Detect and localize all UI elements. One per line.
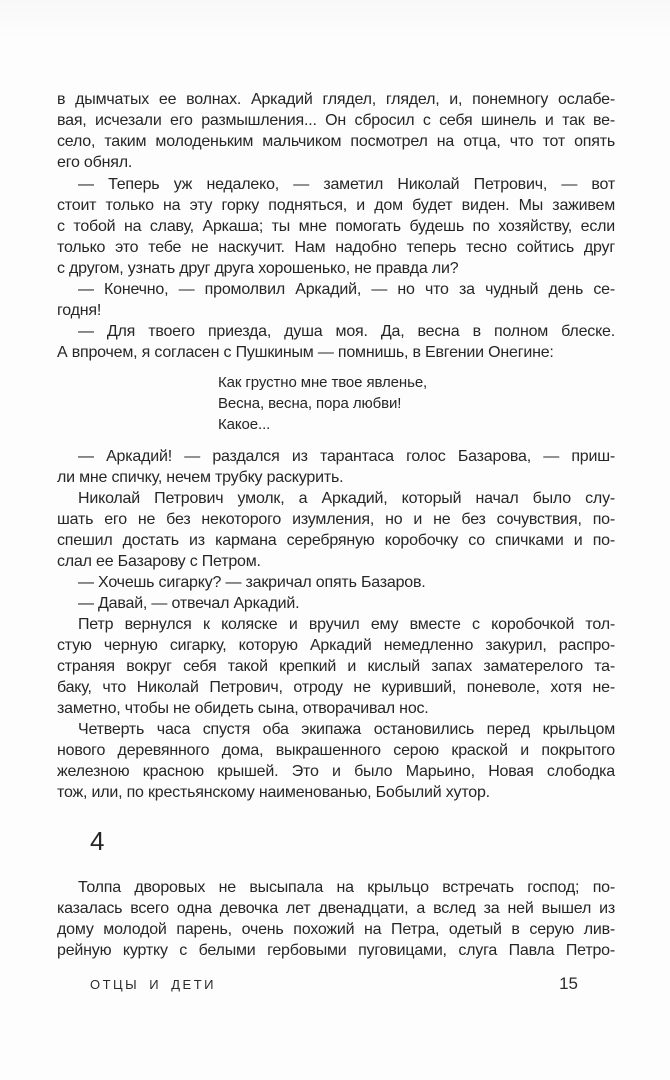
paragraph bbox=[57, 446, 615, 488]
text-line: — Для твоего приезда, душа моя. Да, весна в полном блеске. bbox=[78, 323, 615, 340]
text-line: спешил достать из кармана серебряную коробочку со спичками и по- bbox=[57, 532, 615, 549]
text-line: годня! bbox=[57, 302, 102, 319]
page-number: 15 bbox=[559, 974, 578, 993]
text-line: село, таким молоденьким мальчиком посмотрел на отца, что тот опять bbox=[57, 133, 615, 150]
text-line: — Давай, — отвечал Аркадий. bbox=[78, 595, 300, 612]
text-line: рейную куртку с белыми гербовыми пуговицами, слуга Павла Петро- bbox=[57, 942, 615, 959]
text-line: Толпа дворовых не высыпала на крыльцо встречать господ; по- bbox=[78, 879, 615, 896]
text-line: Какое... bbox=[218, 416, 271, 433]
text-line: вая, исчезали его размышления... Он сбросил с себя шинель и так ве- bbox=[57, 112, 615, 129]
text-line: заметно, чтобы не обидеть сына, отворачивал нос. bbox=[57, 700, 429, 717]
text-line: казалась всего одна девочка лет двенадцати, а вслед за ней вышел из bbox=[57, 900, 615, 917]
text-line: Петр вернулся к коляске и вручил ему вместе с коробочкой тол- bbox=[78, 616, 615, 633]
text-line: в дымчатых ее волнах. Аркадий глядел, глядел, и, понемногу ослабе- bbox=[57, 91, 615, 108]
text-line: — Конечно, — промолвил Аркадий, — но что за чудный день се- bbox=[78, 281, 615, 298]
text-line: баку, что Николай Петрович, отроду не куривший, поневоле, хотя не- bbox=[57, 679, 615, 696]
paragraph bbox=[57, 572, 615, 593]
text-line: Как грустно мне твое явленье, bbox=[218, 374, 428, 391]
text-line: стую черную сигарку, которую Аркадий немедленно закурил, распро- bbox=[57, 637, 615, 654]
paragraph bbox=[57, 877, 615, 961]
verse-quote bbox=[218, 372, 578, 435]
running-title: ОТЦЫ И ДЕТИ bbox=[90, 977, 217, 992]
text-line: с тобой на славу, Аркаша; ты мне помогать будешь по хозяйству, если bbox=[57, 218, 615, 235]
paragraph bbox=[57, 174, 615, 279]
text-line: — Аркадий! — раздался из тарантаса голос Базарова, — приш- bbox=[78, 448, 615, 465]
text-line: Весна, весна, пора любви! bbox=[218, 395, 402, 412]
text-line: тож, или, по крестьянскому наименованью, Бобылий хутор. bbox=[57, 784, 490, 801]
paragraph bbox=[57, 279, 615, 321]
text-line: шать его не без некоторого изумления, но и не без сочувствия, по- bbox=[57, 511, 615, 528]
text-line: нового деревянного дома, выкрашенного серою краской и покрытого bbox=[57, 742, 615, 759]
text-line: Николай Петрович умолк, а Аркадий, который начал было слу- bbox=[78, 490, 615, 507]
paragraph bbox=[57, 719, 615, 803]
paragraph bbox=[57, 321, 615, 363]
text-line: железною красною крышей. Это и было Марьино, Новая слободка bbox=[57, 763, 615, 780]
text-line: слал ее Базарову с Петром. bbox=[57, 553, 261, 570]
paragraph bbox=[57, 89, 615, 173]
paragraph bbox=[57, 614, 615, 719]
text-line: — Хочешь сигарку? — закричал опять Базаров. bbox=[78, 574, 426, 591]
text-line: страняя вокруг себя такой крепкий и кислый запах заматерелого та- bbox=[57, 658, 615, 675]
text-line: его обнял. bbox=[57, 154, 133, 171]
text-line: только это тебе не наскучит. Нам надобно теперь тесно сойтись друг bbox=[57, 239, 615, 256]
text-line: с другом, узнать друг друга хорошенько, не правда ли? bbox=[57, 260, 459, 277]
text-line: — Теперь уж недалеко, — заметил Николай Петрович, — вот bbox=[78, 176, 615, 193]
text-line: стоит только на эту горку подняться, и дом будет виден. Мы заживем bbox=[57, 197, 615, 214]
text-line: А впрочем, я согласен с Пушкиным — помнишь, в Евгении Онегине: bbox=[57, 344, 554, 361]
paragraph bbox=[57, 593, 615, 614]
chapter-number-heading: 4 bbox=[90, 826, 105, 856]
text-line: ли мне спичку, нечем трубку раскурить. bbox=[57, 469, 344, 486]
text-line: дому молодой парень, очень похожий на Петра, одетый в серую лив- bbox=[57, 921, 615, 938]
text-line: Четверть часа спустя оба экипажа остановились перед крыльцом bbox=[78, 721, 615, 738]
paragraph bbox=[57, 488, 615, 572]
